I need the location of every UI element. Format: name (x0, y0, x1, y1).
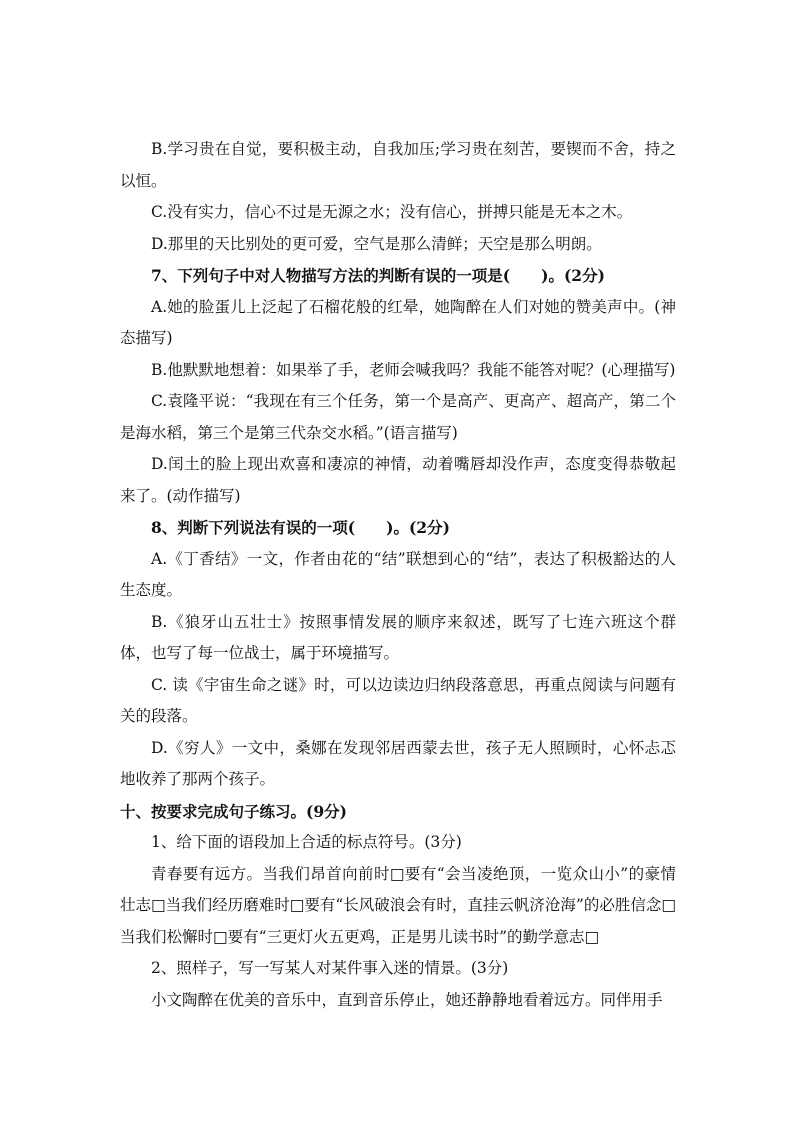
option-d-q7: D.闰土的脸上现出欢喜和凄凉的神情，动着嘴唇却没作声，态度变得恭敬起来了。(动作描写) (120, 455, 676, 505)
sub-question-2: 2、照样子，写一写某人对某件事入迷的情景。(3分) (151, 959, 509, 977)
option-a-q7: A.她的脸蛋儿上泛起了石榴花般的红晕，她陶醉在人们对她的赞美声中。(神态描写) (120, 297, 676, 347)
option-a-q8: A.《丁香结》一文，作者由花的“结”联想到心的“结”，表达了积极豁达的人生态度。 (120, 549, 676, 599)
punctuation-passage: 青春要有远方。当我们昂首向前时□要有“会当凌绝顶，一览众山小”的豪情壮志□当我们经历磨难时□要有“长风破浪会有时，直挂云帆济沧海”的必胜信念□当我们松懈时□要有“三更灯火五更鸡，正是男儿读书时”的勤学意志□ (120, 864, 676, 946)
option-c-q6: C.没有实力，信心不过是无源之水；没有信心，拼搏只能是无本之木。 (151, 203, 633, 221)
question-8: 8、判断下列说法有误的一项( )。(2分) (151, 518, 450, 537)
option-d-q6: D.那里的天比别处的更可爱，空气是那么清鲜；天空是那么明朗。 (151, 234, 602, 253)
section-ten-heading: 十、按要求完成句子练习。(9分) (120, 801, 347, 821)
option-c-q8: C. 读《宇宙生命之谜》时，可以边读边归纳段落意思，再重点阅读与问题有关的段落。 (120, 675, 676, 725)
example-passage: 小文陶醉在优美的音乐中，直到音乐停止，她还静静地看着远方。同伴用手 (151, 990, 663, 1009)
sub-question-1: 1、给下面的语段加上合适的标点符号。(3分) (151, 833, 462, 851)
document-body (120, 134, 676, 1016)
option-d-q8: D.《穷人》一文中，桑娜在发现邻居西蒙去世，孩子无人照顾时，心怀忐忑地收养了那两个孩子。 (120, 738, 676, 788)
option-c-q7: C.袁隆平说：“我现在有三个任务，第一个是高产、更高产、超高产，第二个是海水稻，第三个是第三代杂交水稻。”(语言描写) (120, 392, 676, 442)
option-b-q8: B.《狼牙山五壮士》按照事情发展的顺序来叙述，既写了七连六班这个群体，也写了每一位战士，属于环境描写。 (120, 612, 676, 662)
question-7: 7、下列句子中对人物描写方法的判断有误的一项是( )。(2分) (151, 266, 605, 285)
option-b-q7: B.他默默地想着：如果举了手，老师会喊我吗？我能不能答对呢？(心理描写) (151, 360, 676, 379)
option-b-q6: B.学习贵在自觉，要积极主动，自我加压;学习贵在刻苦，要锲而不舍，持之以恒。 (120, 140, 676, 190)
